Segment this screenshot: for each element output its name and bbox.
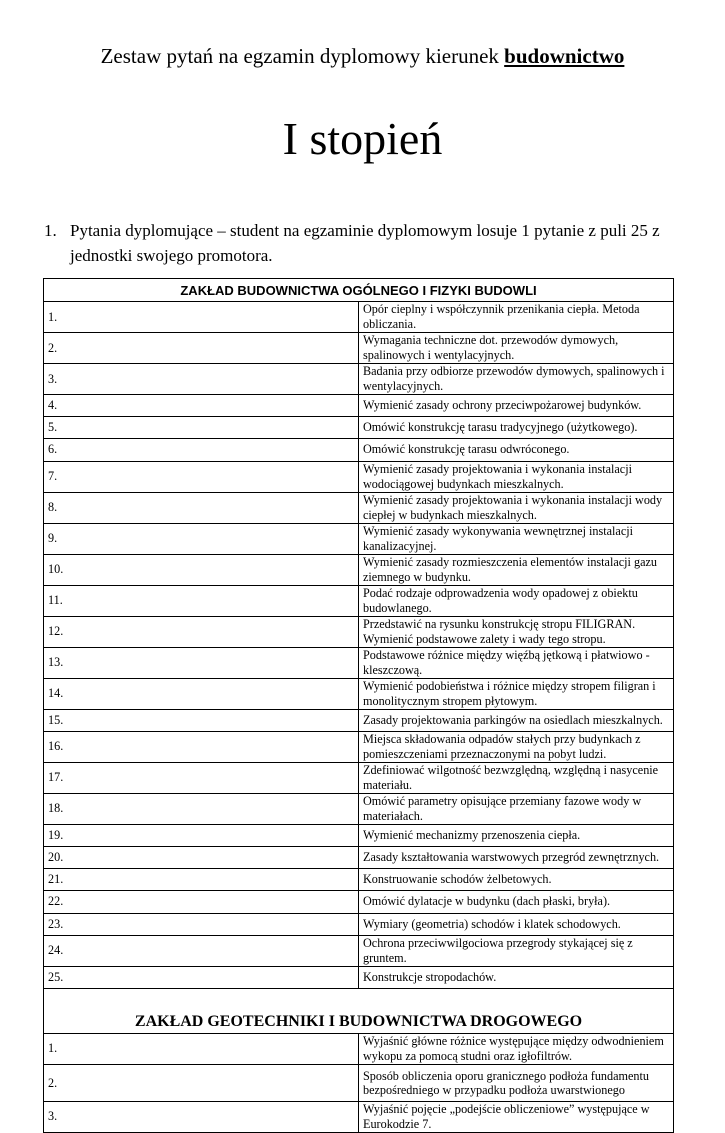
question-text: Wymiary (geometria) schodów i klatek schodowych. bbox=[359, 913, 674, 935]
question-text: Wymagania techniczne dot. przewodów dymowych, spalinowych i wentylacyjnych. bbox=[359, 333, 674, 364]
question-text: Omówić konstrukcję tarasu tradycyjnego (użytkowego). bbox=[359, 417, 674, 439]
question-text: Omówić dylatacje w budynku (dach płaski, bryła). bbox=[359, 891, 674, 913]
table-row bbox=[44, 678, 674, 709]
questions-table bbox=[43, 278, 674, 1133]
section-header-row bbox=[44, 279, 674, 302]
question-number: 20. bbox=[44, 846, 359, 868]
table-row bbox=[44, 523, 674, 554]
question-number: 15. bbox=[44, 709, 359, 731]
table-row bbox=[44, 824, 674, 846]
heading-prefix: Zestaw pytań na egzamin dyplomowy kierunek bbox=[100, 44, 499, 68]
table-row bbox=[44, 1064, 674, 1101]
table-row bbox=[44, 492, 674, 523]
question-number: 23. bbox=[44, 913, 359, 935]
question-text: Wymienić zasady rozmieszczenia elementów instalacji gazu ziemnego w budynku. bbox=[359, 554, 674, 585]
table-row bbox=[44, 793, 674, 824]
table-row bbox=[44, 395, 674, 417]
question-text: Omówić konstrukcję tarasu odwróconego. bbox=[359, 439, 674, 461]
question-text: Opór cieplny i współczynnik przenikania ciepła. Metoda obliczania. bbox=[359, 302, 674, 333]
question-text: Wymienić zasady ochrony przeciwpożarowej budynków. bbox=[359, 395, 674, 417]
question-number: 7. bbox=[44, 461, 359, 492]
table-row bbox=[44, 585, 674, 616]
heading-field: budownictwo bbox=[504, 44, 625, 68]
question-number: 24. bbox=[44, 935, 359, 966]
question-text: Wyjaśnić główne różnice występujące między odwodnieniem wykopu za pomocą studni oraz igłofiltrów. bbox=[359, 1033, 674, 1064]
question-text: Podstawowe różnice między więźbą jętkową i płatwiowo - kleszczową. bbox=[359, 647, 674, 678]
question-number: 6. bbox=[44, 439, 359, 461]
question-text: Wymienić podobieństwa i różnice między stropem filigran i monolitycznym stropem płytowym. bbox=[359, 678, 674, 709]
table-row bbox=[44, 461, 674, 492]
table-row bbox=[44, 1033, 674, 1064]
table-row bbox=[44, 762, 674, 793]
question-number: 17. bbox=[44, 762, 359, 793]
question-text: Podać rodzaje odprowadzenia wody opadowej z obiektu budowlanego. bbox=[359, 585, 674, 616]
table-row bbox=[44, 1101, 674, 1132]
question-number: 13. bbox=[44, 647, 359, 678]
question-number: 19. bbox=[44, 824, 359, 846]
question-text: Wymienić zasady projektowania i wykonania instalacji wody ciepłej w budynkach mieszkalnych. bbox=[359, 492, 674, 523]
question-text: Wymienić zasady wykonywania wewnętrznej instalacji kanalizacyjnej. bbox=[359, 523, 674, 554]
document-heading bbox=[0, 44, 725, 69]
table-row bbox=[44, 333, 674, 364]
question-number: 3. bbox=[44, 1101, 359, 1132]
question-text: Zasady kształtowania warstwowych przegród zewnętrznych. bbox=[359, 846, 674, 868]
question-number: 21. bbox=[44, 869, 359, 891]
question-text: Sposób obliczenia oporu granicznego podłoża fundamentu bezpośredniego w przypadku podłoża uwarstwionego bbox=[359, 1064, 674, 1101]
question-number: 8. bbox=[44, 492, 359, 523]
table-row bbox=[44, 554, 674, 585]
question-number: 3. bbox=[44, 364, 359, 395]
question-number: 14. bbox=[44, 678, 359, 709]
question-number: 5. bbox=[44, 417, 359, 439]
question-text: Wymienić mechanizmy przenoszenia ciepła. bbox=[359, 824, 674, 846]
question-number: 2. bbox=[44, 333, 359, 364]
table-row bbox=[44, 913, 674, 935]
question-number: 9. bbox=[44, 523, 359, 554]
table-row bbox=[44, 869, 674, 891]
table-row bbox=[44, 935, 674, 966]
question-number: 12. bbox=[44, 616, 359, 647]
question-text: Omówić parametry opisujące przemiany fazowe wody w materiałach. bbox=[359, 793, 674, 824]
question-text: Zasady projektowania parkingów na osiedlach mieszkalnych. bbox=[359, 709, 674, 731]
question-text: Miejsca składowania odpadów stałych przy budynkach z pomieszczeniami przeznaczonymi na pobyt ludzi. bbox=[359, 731, 674, 762]
question-text: Zdefiniować wilgotność bezwzględną, względną i nasycenie materiału. bbox=[359, 762, 674, 793]
question-text: Wyjaśnić pojęcie „podejście obliczeniowe” występujące w Eurokodzie 7. bbox=[359, 1101, 674, 1132]
question-number: 2. bbox=[44, 1064, 359, 1101]
section-title: ZAKŁAD GEOTECHNIKI I BUDOWNICTWA DROGOWEGO bbox=[44, 988, 674, 1033]
intro-number: 1. bbox=[44, 221, 57, 240]
table-row bbox=[44, 302, 674, 333]
question-text: Przedstawić na rysunku konstrukcję stropu FILIGRAN. Wymienić podstawowe zalety i wady tego stropu. bbox=[359, 616, 674, 647]
section-title: ZAKŁAD BUDOWNICTWA OGÓLNEGO I FIZYKI BUDOWLI bbox=[44, 279, 674, 302]
table-row bbox=[44, 966, 674, 988]
section-header-row bbox=[44, 988, 674, 1033]
question-number: 22. bbox=[44, 891, 359, 913]
question-number: 16. bbox=[44, 731, 359, 762]
question-number: 25. bbox=[44, 966, 359, 988]
table-row bbox=[44, 647, 674, 678]
intro-text: Pytania dyplomujące – student na egzaminie dyplomowym losuje 1 pytanie z puli 25 z jednostki swojego promotora. bbox=[70, 221, 660, 265]
question-number: 10. bbox=[44, 554, 359, 585]
question-number: 4. bbox=[44, 395, 359, 417]
table-row bbox=[44, 731, 674, 762]
table-row bbox=[44, 616, 674, 647]
question-text: Konstruowanie schodów żelbetowych. bbox=[359, 869, 674, 891]
table-row bbox=[44, 846, 674, 868]
question-number: 1. bbox=[44, 302, 359, 333]
question-number: 11. bbox=[44, 585, 359, 616]
question-number: 18. bbox=[44, 793, 359, 824]
question-text: Konstrukcje stropodachów. bbox=[359, 966, 674, 988]
table-row bbox=[44, 891, 674, 913]
question-text: Wymienić zasady projektowania i wykonania instalacji wodociągowej budynkach mieszkalnych. bbox=[359, 461, 674, 492]
intro-paragraph bbox=[44, 218, 684, 268]
question-text: Ochrona przeciwwilgociowa przegrody stykającej się z gruntem. bbox=[359, 935, 674, 966]
table-row bbox=[44, 364, 674, 395]
table-row bbox=[44, 709, 674, 731]
table-row bbox=[44, 439, 674, 461]
question-text: Badania przy odbiorze przewodów dymowych, spalinowych i wentylacyjnych. bbox=[359, 364, 674, 395]
question-number: 1. bbox=[44, 1033, 359, 1064]
table-row bbox=[44, 417, 674, 439]
degree-title: I stopień bbox=[282, 113, 443, 164]
